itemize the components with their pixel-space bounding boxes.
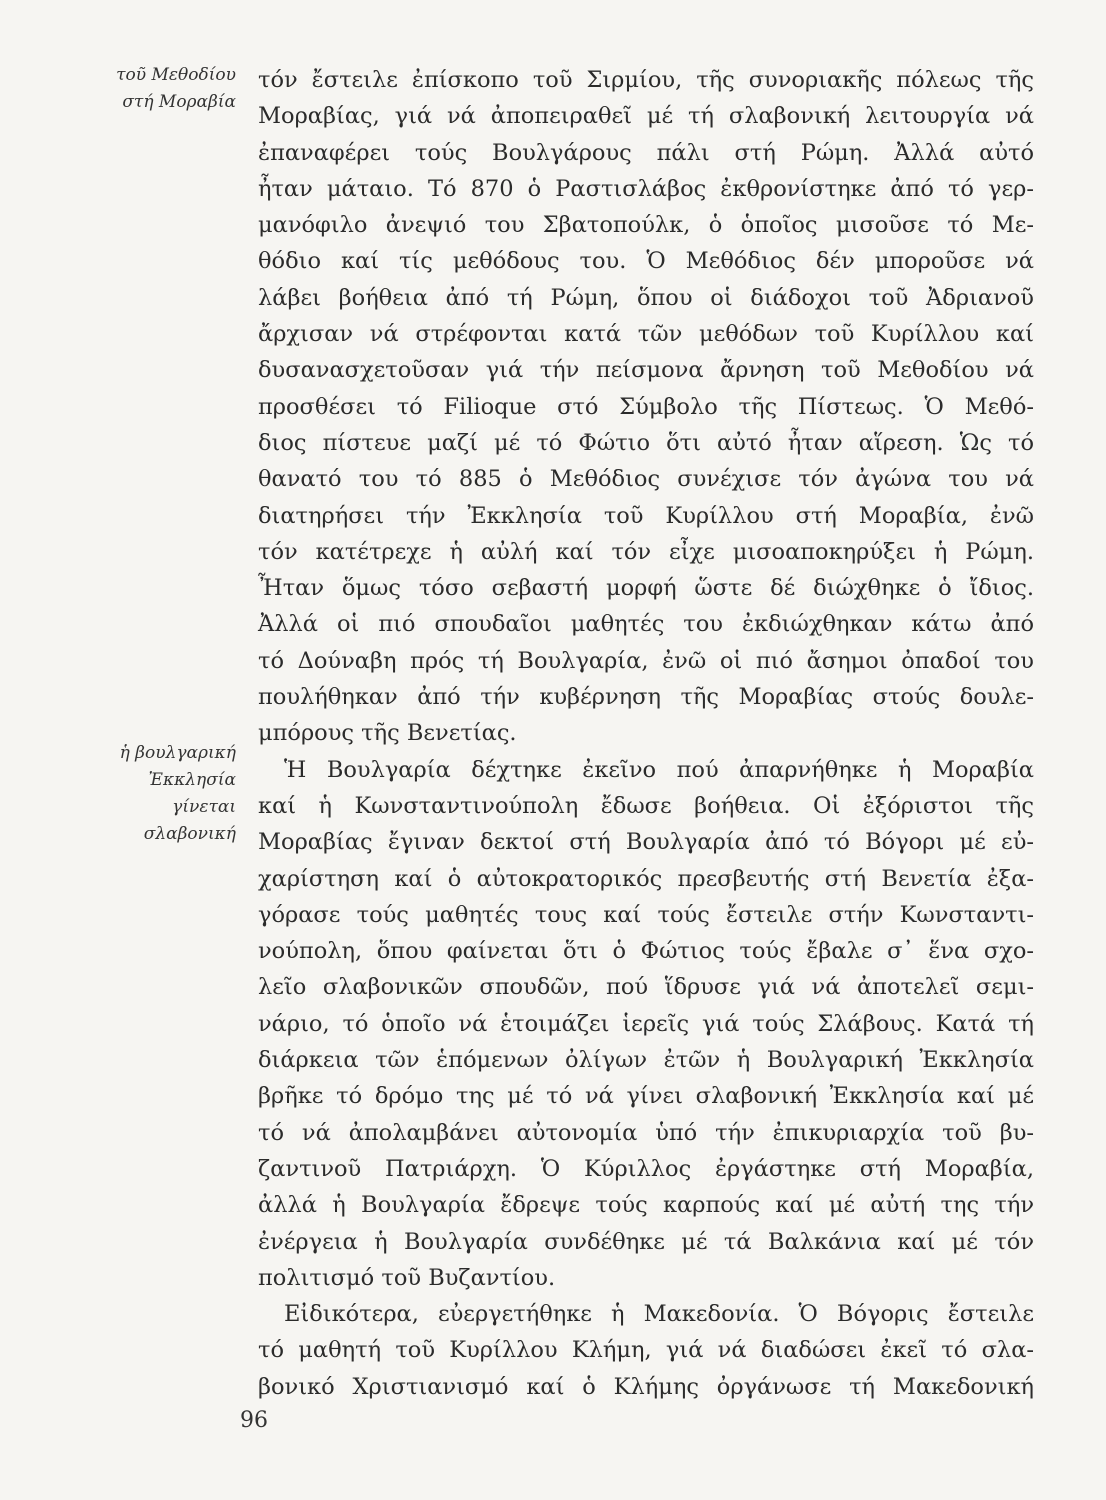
text-line: λεῖο σλαβονικῶν σπουδῶν, πού ἵδρυσε γιά νά ἀποτελεῖ σεμι- (258, 974, 1034, 1001)
margin-note-line: Ἐκκλησία (148, 770, 236, 790)
text-line: μανόφιλο ἀνεψιό του Σβατοπούλκ, ὁ ὁποῖος μισοῦσε τό Με- (258, 212, 1034, 239)
text-line: Ἡ Βουλγαρία δέχτηκε ἐκεῖνο πού ἀπαρνήθηκε ἡ Μοραβία (284, 756, 1034, 783)
page-number: 96 (240, 1408, 268, 1433)
text-line: ἐνέργεια ἡ Βουλγαρία συνδέθηκε μέ τά Βαλκάνια καί μέ τόν (258, 1228, 1034, 1255)
margin-note-line: σλαβονική (143, 824, 236, 844)
paragraph (258, 752, 1034, 1296)
margin-note-bulgarian-church (66, 740, 236, 848)
text-line: Ἦταν ὅμως τόσο σεβαστή μορφή ὥστε δέ διώχθηκε ὁ ἴδιος. (258, 575, 1034, 602)
text-line: μπόρους τῆς Βενετίας. (258, 720, 517, 747)
text-line: τό Δούναβη πρός τή Βουλγαρία, ἐνῶ οἱ πιό ἄσημοι ὀπαδοί του (258, 647, 1034, 674)
paragraph (258, 62, 1034, 752)
text-line: τόν ἔστειλε ἐπίσκοπο τοῦ Σιρμίου, τῆς συνοριακῆς πόλεως τῆς (258, 67, 1034, 93)
text-line: δυσανασχετοῦσαν γιά τήν πείσμονα ἄρνηση τοῦ Μεθοδίου νά (258, 357, 1034, 384)
text-line: Μοραβίας, γιά νά ἀποπειραθεῖ μέ τή σλαβονική λειτουργία νά (258, 103, 1034, 130)
margin-note-methodius (66, 62, 236, 116)
text-line: ἄρχισαν νά στρέφονται κατά τῶν μεθόδων τοῦ Κυρίλλου καί (258, 321, 1034, 348)
text-line: διος πίστευε μαζί μέ τό Φώτιο ὅτι αὐτό ἦταν αἵρεση. Ὡς τό (258, 429, 1034, 456)
text-line: νούπολη, ὅπου φαίνεται ὅτι ὁ Φώτιος τούς ἔβαλε σ᾽ ἕνα σχο- (258, 938, 1034, 965)
main-text-column (258, 62, 1034, 1405)
text-line: τό νά ἀπολαμβάνει αὐτονομία ὑπό τήν ἐπικυριαρχία τοῦ βυ- (258, 1119, 1034, 1146)
text-line: διάρκεια τῶν ἑπόμενων ὀλίγων ἐτῶν ἡ Βουλγαρική Ἐκκλησία (258, 1047, 1034, 1074)
text-line: ἐπαναφέρει τούς Βουλγάρους πάλι στή Ρώμη. Ἀλλά αὐτό (258, 139, 1034, 166)
text-line: πολιτισμό τοῦ Βυζαντίου. (258, 1264, 556, 1291)
paragraph (258, 1296, 1034, 1405)
text-line: διατηρήσει τήν Ἐκκλησία τοῦ Κυρίλλου στή Μοραβία, ἐνῶ (258, 502, 1034, 529)
text-line: βρῆκε τό δρόμο της μέ τό νά γίνει σλαβονική Ἐκκλησία καί μέ (258, 1083, 1034, 1110)
text-line: τόν κατέτρεχε ἡ αὐλή καί τόν εἶχε μισοαποκηρύξει ἡ Ρώμη. (258, 538, 1034, 565)
text-line: Ἀλλά οἱ πιό σπουδαῖοι μαθητές του ἐκδιώχθηκαν κάτω ἀπό (258, 611, 1034, 638)
text-line: προσθέσει τό Filioque στό Σύμβολο τῆς Πίστεως. Ὁ Μεθό- (258, 393, 1034, 420)
text-line: ζαντινοῦ Πατριάρχη. Ὁ Κύριλλος ἐργάστηκε στή Μοραβία, (258, 1155, 1034, 1182)
text-line: λάβει βοήθεια ἀπό τή Ρώμη, ὅπου οἱ διάδοχοι τοῦ Ἀδριανοῦ (258, 284, 1034, 311)
margin-note-line: γίνεται (172, 797, 236, 817)
text-line: θανατό του τό 885 ὁ Μεθόδιος συνέχισε τόν ἀγώνα του νά (258, 466, 1034, 493)
text-line: τό μαθητή τοῦ Κυρίλλου Κλήμη, γιά νά διαδώσει ἐκεῖ τό σλα- (258, 1337, 1034, 1364)
margin-note-line: στή Μοραβία (122, 92, 236, 112)
text-line: νάριο, τό ὁποῖο νά ἑτοιμάζει ἱερεῖς γιά τούς Σλάβους. Κατά τή (258, 1010, 1034, 1037)
text-line: Μοραβίας ἔγιναν δεκτοί στή Βουλγαρία ἀπό τό Βόγορι μέ εὐ- (258, 829, 1034, 856)
text-line: καί ἡ Κωνσταντινούπολη ἔδωσε βοήθεια. Οἱ ἐξόριστοι τῆς (258, 792, 1034, 819)
text-line: θόδιο καί τίς μεθόδους του. Ὁ Μεθόδιος δέν μποροῦσε νά (258, 248, 1034, 275)
margin-note-line: τοῦ Μεθοδίου (116, 65, 236, 85)
text-line: ἀλλά ἡ Βουλγαρία ἔδρεψε τούς καρπούς καί μέ αὐτή της τήν (258, 1192, 1034, 1219)
text-line: γόρασε τούς μαθητές τους καί τούς ἔστειλε στήν Κωνσταντι- (258, 901, 1034, 928)
text-line: χαρίστηση καί ὁ αὐτοκρατορικός πρεσβευτής στή Βενετία ἐξα- (258, 865, 1034, 892)
text-line: πουλήθηκαν ἀπό τήν κυβέρνηση τῆς Μοραβίας στούς δουλε- (258, 684, 1034, 711)
margin-note-line: ἡ βουλγαρική (119, 743, 236, 763)
text-line: ἦταν μάταιο. Τό 870 ὁ Ραστισλάβος ἐκθρονίστηκε ἀπό τό γερ- (258, 175, 1034, 202)
text-line: βονικό Χριστιανισμό καί ὁ Κλήμης ὀργάνωσε τή Μακεδονική (258, 1373, 1034, 1400)
text-line: Εἰδικότερα, εὐεργετήθηκε ἡ Μακεδονία. Ὁ Βόγορις ἔστειλε (284, 1301, 1034, 1328)
